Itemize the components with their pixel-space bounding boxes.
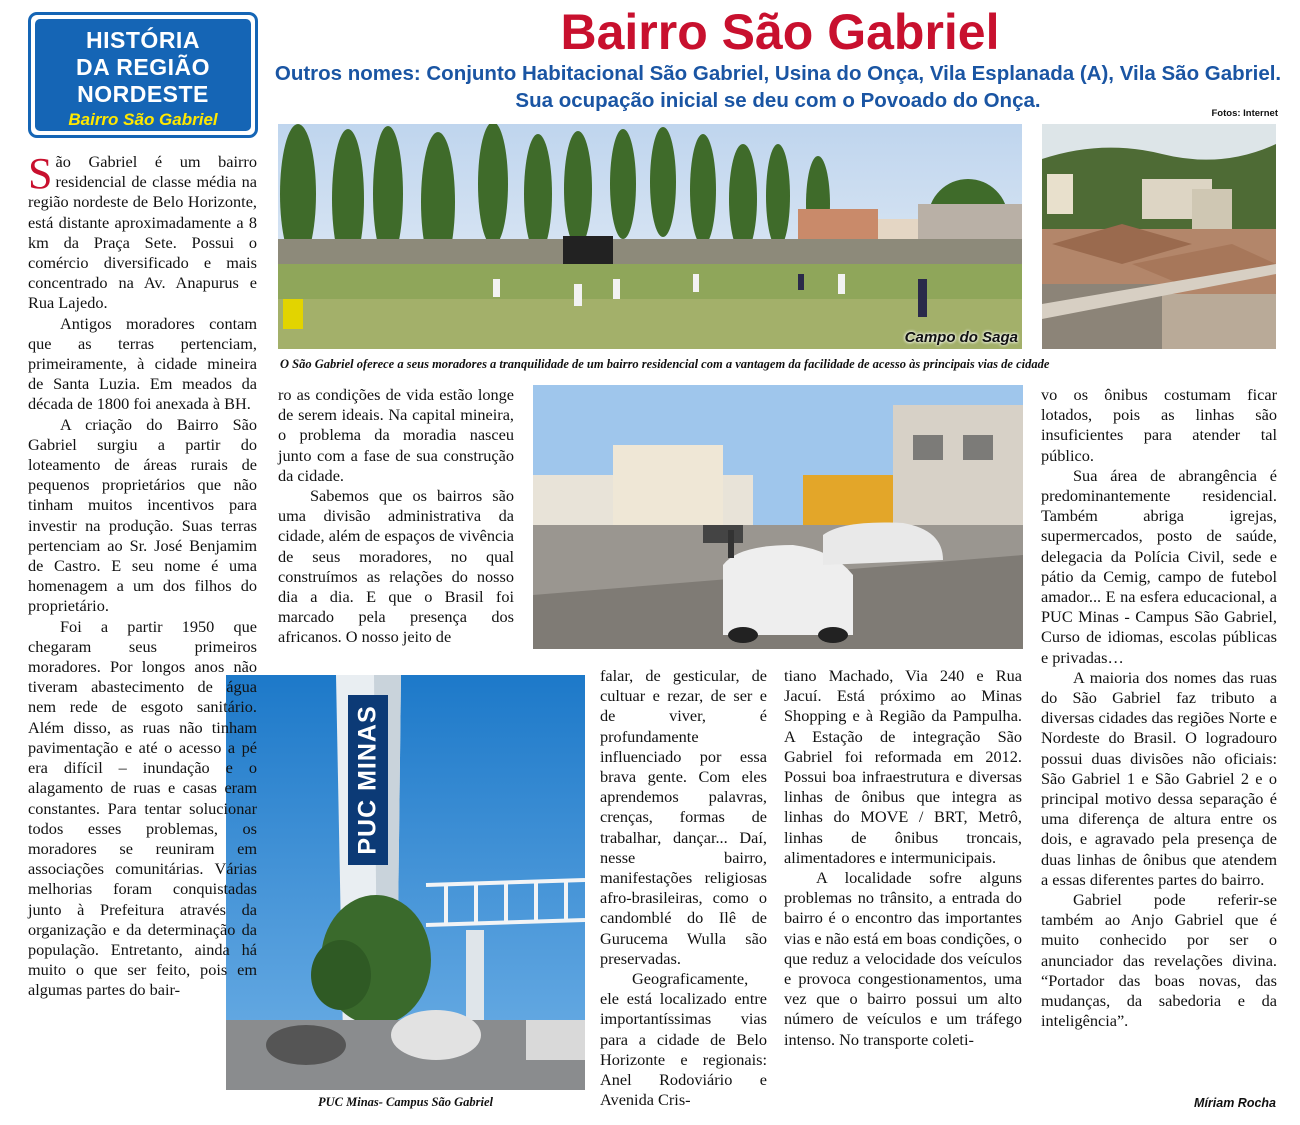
article-column-2 — [278, 385, 514, 648]
article-paragraph: Foi a partir 1950 que chegaram seus primeiros moradores. Por longos anos não tiveram abastecimento de água nem rede de esgoto sanitário. Além disso, as ruas não tinham pavimentação e até o acesso a pé era difícil – inundação e o alagamento de ruas e casas eram constantes. Para tentar solucionar todos esses problemas, os moradores se reuniram em associações comunitárias. Várias melhorias foram conquistadas junto à Prefeitura através da organização e da determinação da população. Entretanto, ainda há muito o que ser feito, pois em algumas partes do bair- — [28, 616, 257, 1000]
logo-subtitle: Bairro São Gabriel — [68, 110, 218, 129]
caption-main-photo: O São Gabriel oferece a seus moradores a tranquilidade de um bairro residencial com a vantagem da facilidade de acesso às principais vias de cidade — [280, 357, 1050, 371]
puc-minas-sign — [348, 695, 388, 865]
article-paragraph: falar, de gesticular, de cultuar e rezar, de ser e de viver, é profundamente influenciado por essa brava gente. Com eles aprendemos palavras, crenças, formas de trabalhar, dançar... Daí, nesse bairro, manifestações religiosas afro-brasileiras, como o candomblé do Ilê de Gurucema Wulla são preservadas. — [600, 666, 767, 968]
caption-puc-photo: PUC Minas- Campus São Gabriel — [317, 1095, 494, 1109]
subheadline: Outros nomes: Conjunto Habitacional São Gabriel, Usina do Onça, Vila Esplanada (A), Vila São Gabriel. Sua ocupação inicial se deu com o Povoado do Onça. — [274, 62, 1282, 112]
article-paragraph: Gabriel pode referir-se também ao Anjo Gabriel que é muito conhecido por ser o anunciador das revelações divina. “Portador das boas novas, das mudanças, da sabedoria e da inteligência”. — [1041, 890, 1277, 1031]
article-paragraph: Geograficamente, ele está localizado entre importantíssimas vias para a cidade de Belo Horizonte e regionais: Anel Rodoviário e Avenida Cris- — [600, 969, 767, 1110]
author-signature: Míriam Rocha — [1194, 1096, 1276, 1110]
logo-line-3: NORDESTE — [77, 81, 209, 107]
article-paragraph: vo os ônibus costumam ficar lotados, pois as linhas são insuficientes para atender tal público. — [1041, 385, 1277, 465]
article-paragraph: Sabemos que os bairros são uma divisão administrativa da cidade, além de espaços de vivência de seus moradores, no qual construímos as relações do nosso dia a dia. E que o Brasil foi marcado pela presença dos africanos. O nosso jeito de — [278, 486, 514, 647]
article-paragraph: A criação do Bairro São Gabriel surgiu a partir do loteamento de áreas rurais de pequenos proprietários que não tinham muitos incentivos para investir na produção. Suas terras pertenciam ao Sr. José Benjamim de Castro. E seu nome é uma homenagem a um dos filhos do proprietário. — [28, 414, 257, 616]
logo-line-2: DA REGIÃO — [76, 54, 210, 80]
article-column-4 — [784, 666, 1022, 1050]
article-column-3 — [600, 666, 767, 1110]
article-paragraph: tiano Machado, Via 240 e Rua Jacuí. Está próximo ao Minas Shopping e à Região da Pampulha. A Estação de integração São Gabriel foi reformada em 2012. Possui boa infraestrutura e diversas linhas de ônibus que integra as linhas do MOVE / BRT, Metrô, linhas de ônibus troncais, alimentadores e intermunicipais. — [784, 666, 1022, 867]
article-paragraph: Antigos moradores contam que as terras pertenciam, primeiramente, à cidade mineira de Santa Luzia. Em meados da década de 1800 foi anexada à BH. — [28, 313, 257, 414]
article-column-5 — [1041, 385, 1277, 1032]
headline: Bairro São Gabriel — [560, 4, 1000, 60]
logo-line-1: HISTÓRIA — [86, 27, 200, 53]
article-paragraph: A localidade sofre alguns problemas no trânsito, a entrada do bairro é o encontro das importantes vias e não está em boas condições, o que reduz a velocidade dos veículos e provoca congestionamentos, uma vez que o bairro possui um alto número de veículos e um tráfego intenso. No transporte coleti- — [784, 868, 1022, 1049]
dropcap: S — [28, 149, 53, 198]
article-paragraph: A maioria dos nomes das ruas do São Gabriel faz tributo a diversas cidades das regiões Norte e Nordeste do Brasil. O logradouro possui duas divisões não oficiais: São Gabriel 1 e São Gabriel 2 e o principal motivo dessa separação é uma diferença de altura entre os dois, e agravado pela presença de duas linhas de ônibus que atendem a essas diferentes partes do bairro. — [1041, 667, 1277, 889]
photo-street — [533, 385, 1023, 649]
article-column-1 — [28, 149, 257, 1001]
photo-campo-do-saga — [278, 124, 1022, 349]
article-paragraph: ro as condições de vida estão longe de serem ideais. Na capital mineira, o problema da moradia nasceu junto com a fase de sua construção da cidade. — [278, 385, 514, 485]
article-paragraph: Sua área de abrangência é predominantemente residencial. Também abriga igrejas, supermercados, posto de saúde, delegacia da Polícia Civil, sede e pátio da Cemig, campo de futebol amador... E na esfera educacional, a PUC Minas - Campus São Gabriel, Curso de idiomas, escolas públicas e privadas… — [1041, 465, 1277, 667]
photo-aerial-neighborhood — [1042, 124, 1276, 349]
photo-credit: Fotos: Internet — [1211, 108, 1278, 119]
section-logo — [28, 12, 258, 138]
photo-label-campo: Campo do Saga — [904, 329, 1018, 346]
photo-puc-minas — [226, 675, 585, 1090]
article-paragraph: São Gabriel é um bairro residencial de classe média na região nordeste de Belo Horizonte, está distante aproximadamente a 8 km da Praça Sete. Possui o comércio diversificado e mais concentrado na Av. Anapurus e Rua Lajedo. — [28, 149, 257, 313]
puc-minas-sign-text: PUC MINAS — [353, 705, 382, 855]
